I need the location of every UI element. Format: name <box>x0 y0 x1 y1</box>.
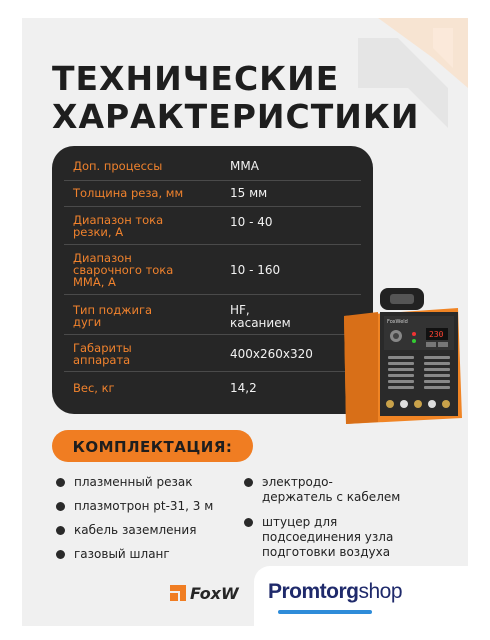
machine-display: 230 <box>429 330 444 339</box>
spec-key: Диапазон тока резки, А <box>73 213 164 239</box>
welding-machine-image <box>340 286 464 426</box>
spec-divider <box>64 244 361 245</box>
kit-item: кабель заземления <box>74 523 197 537</box>
kit-title: КОМПЛЕКТАЦИЯ: <box>72 438 233 456</box>
bullet-icon <box>56 502 65 511</box>
page-title: ТЕХНИЧЕСКИЕ ХАРАКТЕРИСТИКИ <box>52 59 420 136</box>
machine-brand-label: FoxWeld <box>387 319 408 325</box>
bullet-icon <box>56 526 65 535</box>
spec-value: 14,2 <box>230 381 257 395</box>
spec-divider <box>64 206 361 207</box>
spec-key: Вес, кг <box>73 381 115 395</box>
spec-value: 400x260x320 <box>230 347 313 361</box>
spec-divider <box>64 294 361 295</box>
promtorgshop-underline <box>278 610 372 614</box>
spec-key: Толщина реза, мм <box>73 186 184 200</box>
spec-divider <box>64 334 361 335</box>
promtorgshop-watermark <box>254 566 468 626</box>
spec-value: HF, касанием <box>230 303 291 330</box>
spec-key: Тип поджига дуги <box>73 303 153 329</box>
bullet-icon <box>56 550 65 559</box>
spec-value: MMA <box>230 159 259 173</box>
foxweld-logo: FoxW <box>190 584 239 603</box>
kit-item: плазмотрон pt-31, 3 м <box>74 499 214 513</box>
promtorgshop-logo: Promtorgshop <box>268 580 403 603</box>
specs-table <box>52 146 373 414</box>
spec-divider <box>64 371 361 372</box>
spec-value: 10 - 40 <box>230 215 273 229</box>
spec-divider <box>64 180 361 181</box>
kit-item-air-fitting: штуцер для подсоединения узла подготовки воздуха <box>262 515 394 559</box>
spec-key: Доп. процессы <box>73 159 163 173</box>
kit-item: газовый шланг <box>74 547 170 561</box>
kit-item: плазменный резак <box>74 475 193 489</box>
kit-item-electrode-holder: электродо- держатель с кабелем <box>262 475 401 504</box>
spec-value: 10 - 160 <box>230 263 281 277</box>
spec-key: Диапазон сварочного тока MMA, А <box>73 251 174 289</box>
bullet-icon <box>56 478 65 487</box>
spec-key: Габариты аппарата <box>73 341 132 367</box>
spec-value: 15 мм <box>230 186 268 200</box>
bullet-icon <box>244 478 253 487</box>
kit-title-badge <box>52 430 253 462</box>
foxweld-logo-icon <box>170 585 186 601</box>
bullet-icon <box>244 518 253 527</box>
